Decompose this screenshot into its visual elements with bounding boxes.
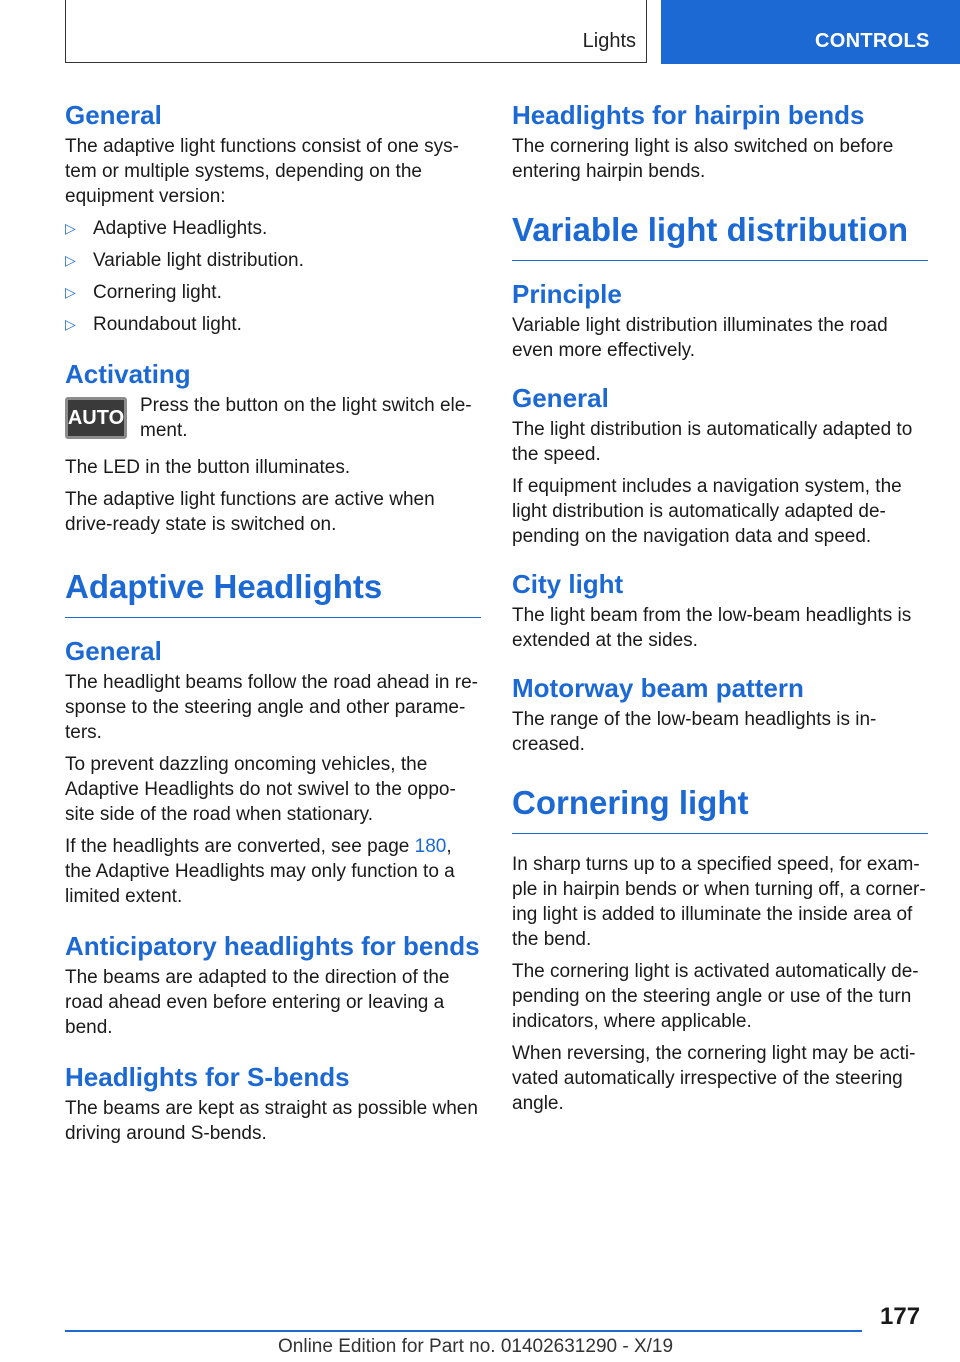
list-item: ▷ Variable light distribution.	[65, 250, 304, 271]
active-text: The adaptive light functions are active when drive-ready state is switched on.	[65, 489, 435, 535]
variable-general-p2: If equipment includes a navigation system, the light distribution is automatically adapted de-pending on the navigation data and speed.	[512, 476, 902, 547]
anticipatory-text: The beams are adapted to the direction of the road ahead even before entering or leaving a bend.	[65, 967, 450, 1038]
right-column	[512, 100, 928, 1123]
page-number: 177	[880, 1303, 921, 1330]
list-item: ▷ Roundabout light.	[65, 314, 242, 335]
anticipatory-heading: Anticipatory headlights for bends	[65, 931, 480, 961]
adaptive-general-heading: General	[65, 636, 162, 666]
general-heading: General	[65, 100, 162, 130]
city-light-heading: City light	[512, 569, 624, 599]
general-intro: The adaptive light functions consist of one sys-tem or multiple systems, depending on the equipment version:	[65, 136, 459, 207]
adaptive-p1: The headlight beams follow the road ahead in re-sponse to the steering angle and other parame-ters.	[65, 672, 478, 743]
cornering-p1: In sharp turns up to a specified speed, for exam-ple in hairpin bends or when turning off, a corner-ing light is added to illuminate the inside area of the bend.	[512, 854, 926, 950]
triangle-bullet-icon: ▷	[65, 316, 76, 332]
motorway-text: The range of the low-beam headlights is in-creased.	[512, 709, 877, 755]
variable-general-heading: General	[512, 383, 609, 413]
footer-divider	[65, 1330, 862, 1332]
system-list	[65, 216, 481, 337]
hairpin-heading: Headlights for hairpin bends	[512, 100, 865, 130]
instruction-text: Press the button on the light switch ele-ment.	[140, 395, 472, 441]
auto-button-icon: AUTO	[65, 397, 127, 439]
cornering-p2: The cornering light is activated automatically de-pending on the steering angle or use of the turn indicators, where applicable.	[512, 961, 919, 1032]
list-item: ▷ Cornering light.	[65, 282, 222, 303]
left-column	[65, 100, 481, 1153]
hairpin-text: The cornering light is also switched on before entering hairpin bends.	[512, 136, 894, 182]
variable-light-heading: Variable light distribution	[512, 210, 928, 261]
triangle-bullet-icon: ▷	[65, 220, 76, 236]
adaptive-p3: If the headlights are converted, see page 180, the Adaptive Headlights may only function to a limited extent.	[65, 836, 455, 907]
city-light-text: The light beam from the low-beam headlights is extended at the sides.	[512, 605, 912, 651]
adaptive-headlights-heading: Adaptive Headlights	[65, 567, 481, 618]
section-title: Lights	[582, 30, 636, 52]
list-item: ▷ Adaptive Headlights.	[65, 218, 268, 239]
adaptive-p2: To prevent dazzling oncoming vehicles, the Adaptive Headlights do not swivel to the oppo-site side of the road when stationary.	[65, 754, 456, 825]
motorway-heading: Motorway beam pattern	[512, 673, 804, 703]
variable-general-p1: The light distribution is automatically adapted to the speed.	[512, 419, 913, 465]
triangle-bullet-icon: ▷	[65, 252, 76, 268]
principle-heading: Principle	[512, 279, 622, 309]
cornering-light-heading: Cornering light	[512, 783, 928, 834]
triangle-bullet-icon: ▷	[65, 284, 76, 300]
led-text: The LED in the button illuminates.	[65, 457, 351, 478]
page-link[interactable]: 180	[414, 836, 447, 857]
sbends-heading: Headlights for S-bends	[65, 1062, 350, 1092]
edition-text: Online Edition for Part no. 01402631290 - X/19	[278, 1336, 674, 1357]
cornering-p3: When reversing, the cornering light may be acti-vated automatically irrespective of the steering angle.	[512, 1043, 916, 1114]
activating-instruction	[65, 393, 481, 443]
principle-text: Variable light distribution illuminates the road even more effectively.	[512, 315, 888, 361]
header-frame	[65, 0, 647, 63]
chapter-tab[interactable]: CONTROLS	[661, 0, 960, 64]
activating-heading: Activating	[65, 359, 191, 389]
sbends-text: The beams are kept as straight as possible when driving around S-bends.	[65, 1098, 478, 1144]
